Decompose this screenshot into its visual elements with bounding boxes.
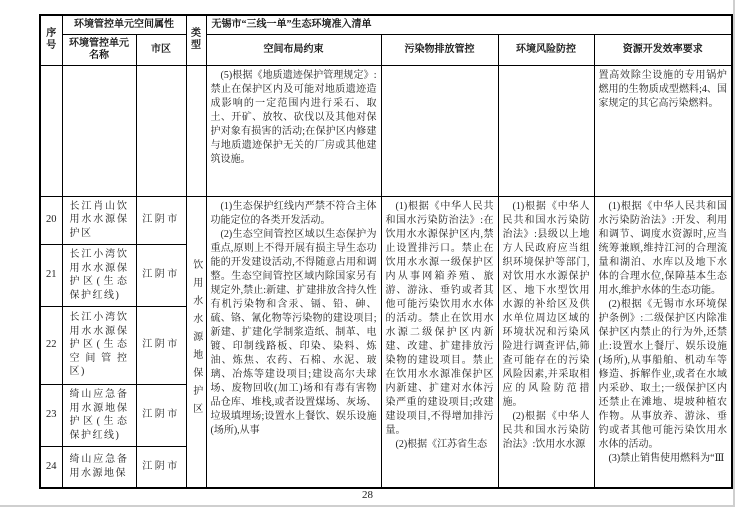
serial-cell: 22 xyxy=(40,306,62,384)
col-header-resource: 资源开发效率要求 xyxy=(594,34,732,65)
empty-city-cell xyxy=(136,65,186,196)
col-header-city: 市区 xyxy=(136,34,186,65)
unit-name-cell: 绮山应急备用水源地保护区(生态保护红线) xyxy=(62,384,136,446)
continuation-row xyxy=(40,65,732,196)
unit-name-cell: 长江小湾饮用水水源保护区(生态保护红线) xyxy=(62,244,136,306)
header-row-2 xyxy=(40,34,732,65)
city-cell: 江阴市 xyxy=(136,384,186,446)
empty-pollutant-cell xyxy=(381,65,498,196)
unit-name-cell: 长江肖山饮用水水源保护区 xyxy=(62,196,136,244)
cont-resource-cell xyxy=(594,65,732,196)
table-title: 无锡市“三线一单”生态环境准入清单 xyxy=(206,15,732,34)
table-row xyxy=(40,196,732,244)
paragraph: (2)生态空间管控区域以生态保护为重点,原则上不得开展有损主导生态功能的开发建设活动,不得随意占用和调整。生态空间管控区域内除国家另有规定外,禁止:新建、扩建排放含持久性有机污染物和含汞、镉、铅、砷、硫、铬、氰化物等污染物的建设项目;新建、扩建化学制浆造纸、制革、电镀、印制线路板、印染、染料、炼油、炼焦、农药、石棉、水泥、玻璃、冶炼等建设项目;建设高尔夫球场、废物回收(加工)场和有毒有害物品仓库、堆栈,或者设置煤场、灰场、垃圾填埋场;设置水上餐饮、娱乐设施(场所),从事 xyxy=(210,228,377,436)
paragraph: (5)根据《地质遗迹保护管理规定》:禁止在保护区内及可能对地质遗迹造成影响的一定范围内进行采石、取土、开矿、放牧、砍伐以及其他对保护对象有损害的活动;在保护区内修建与地质遗迹保护无关的厂房或其他建筑设施。 xyxy=(210,69,377,165)
paragraph: (2)根据《无锡市水环境保护条例》:二级保护区内除准保护区内禁止的行为外,还禁止:设置水上餐厅、娱乐设施(场所),从事船舶、机动车等修造、拆解作业,或者在水域内采砂、取土;一级保护区内还禁止在滩地、堤坡种植农作物。从事放养、游泳、垂钓或者其他可能污染饮用水水体的活动。 xyxy=(598,298,727,450)
city-cell: 江阴市 xyxy=(136,446,186,488)
cont-spatial-cell xyxy=(206,65,381,196)
paragraph: (1)根据《中华人民共和国水污染防治法》:开发、利用和调节、调度水资源时,应当统筹兼顾,维持江河的合理流量和湖泊、水库以及地下水体的合理水位,保障基本生态用水,维护水体的生态功能。 xyxy=(598,200,727,296)
col-header-pollutant: 污染物排放管控 xyxy=(381,34,498,65)
col-header-type: 类型 xyxy=(186,15,206,65)
serial-cell: 20 xyxy=(40,196,62,244)
header-row-1 xyxy=(40,15,732,34)
empty-serial-cell xyxy=(40,65,62,196)
city-cell: 江阴市 xyxy=(136,306,186,384)
empty-risk-cell xyxy=(498,65,594,196)
unit-name-cell: 长江小湾饮用水水源保护区(生态空间管控区) xyxy=(62,306,136,384)
type-vertical-label: 饮用水水源地保护区 xyxy=(190,258,202,421)
city-cell: 江阴市 xyxy=(136,244,186,306)
serial-cell: 23 xyxy=(40,384,62,446)
empty-type-cell xyxy=(186,65,206,196)
col-header-risk: 环境风险防控 xyxy=(498,34,594,65)
paragraph: (2)根据《中华人民共和国水污染防治法》:饮用水水源 xyxy=(502,410,590,450)
spatial-constraints-cell xyxy=(206,196,381,488)
paragraph: (1)根据《中华人民共和国水污染防治法》:县级以上地方人民政府应当组织环境保护等部门,对饮用水水源保护区、地下水型饮用水源的补给区及供水单位周边区域的环境状况和污染风险进行调查评估,筛查可能存在的污染风险因素,并采取相应的风险防范措施。 xyxy=(502,200,590,408)
serial-cell: 24 xyxy=(40,446,62,488)
page-number: 28 xyxy=(362,489,373,501)
pollutant-control-cell xyxy=(381,196,498,488)
paragraph: (1)根据《中华人民共和国水污染防治法》:在饮用水水源保护区内,禁止设置排污口。禁止在饮用水水源一级保护区内从事网箱养殖、旅游、游泳、垂钓或者其他可能污染饮用水水体的活动。禁止在饮用水水源二级保护区内新建、改建、扩建排放污染物的建设项目。禁止在饮用水水源准保护区内新建、扩建对水体污染严重的建设项目;改建建设项目,不得增加排污量。 xyxy=(385,200,494,436)
resource-efficiency-cell xyxy=(594,196,732,488)
risk-control-cell xyxy=(498,196,594,488)
paragraph: (3)禁止销售使用燃料为“Ⅲ xyxy=(608,452,725,464)
paragraph: 置高效除尘设施的专用锅炉燃用的生物质成型燃料;4、国家规定的其它高污染燃料。 xyxy=(598,69,727,109)
unit-name-cell: 绮山应急备用水源地保 xyxy=(62,446,136,488)
serial-cell: 21 xyxy=(40,244,62,306)
paragraph: (2)根据《江苏省生态 xyxy=(395,438,488,450)
empty-unit-name-cell xyxy=(62,65,136,196)
col-header-unit-attr-group: 环境管控单元空间属性 xyxy=(62,15,186,34)
paragraph: (1)生态保护红线内严禁不符合主体功能定位的各类开发活动。 xyxy=(210,200,377,226)
col-header-spatial: 空间布局约束 xyxy=(206,34,381,65)
col-header-serial: 序号 xyxy=(40,15,62,65)
access-list-table xyxy=(39,14,733,489)
type-cell xyxy=(186,196,206,488)
col-header-unit-name: 环境管控单元名称 xyxy=(62,34,136,65)
city-cell: 江阴市 xyxy=(136,196,186,244)
